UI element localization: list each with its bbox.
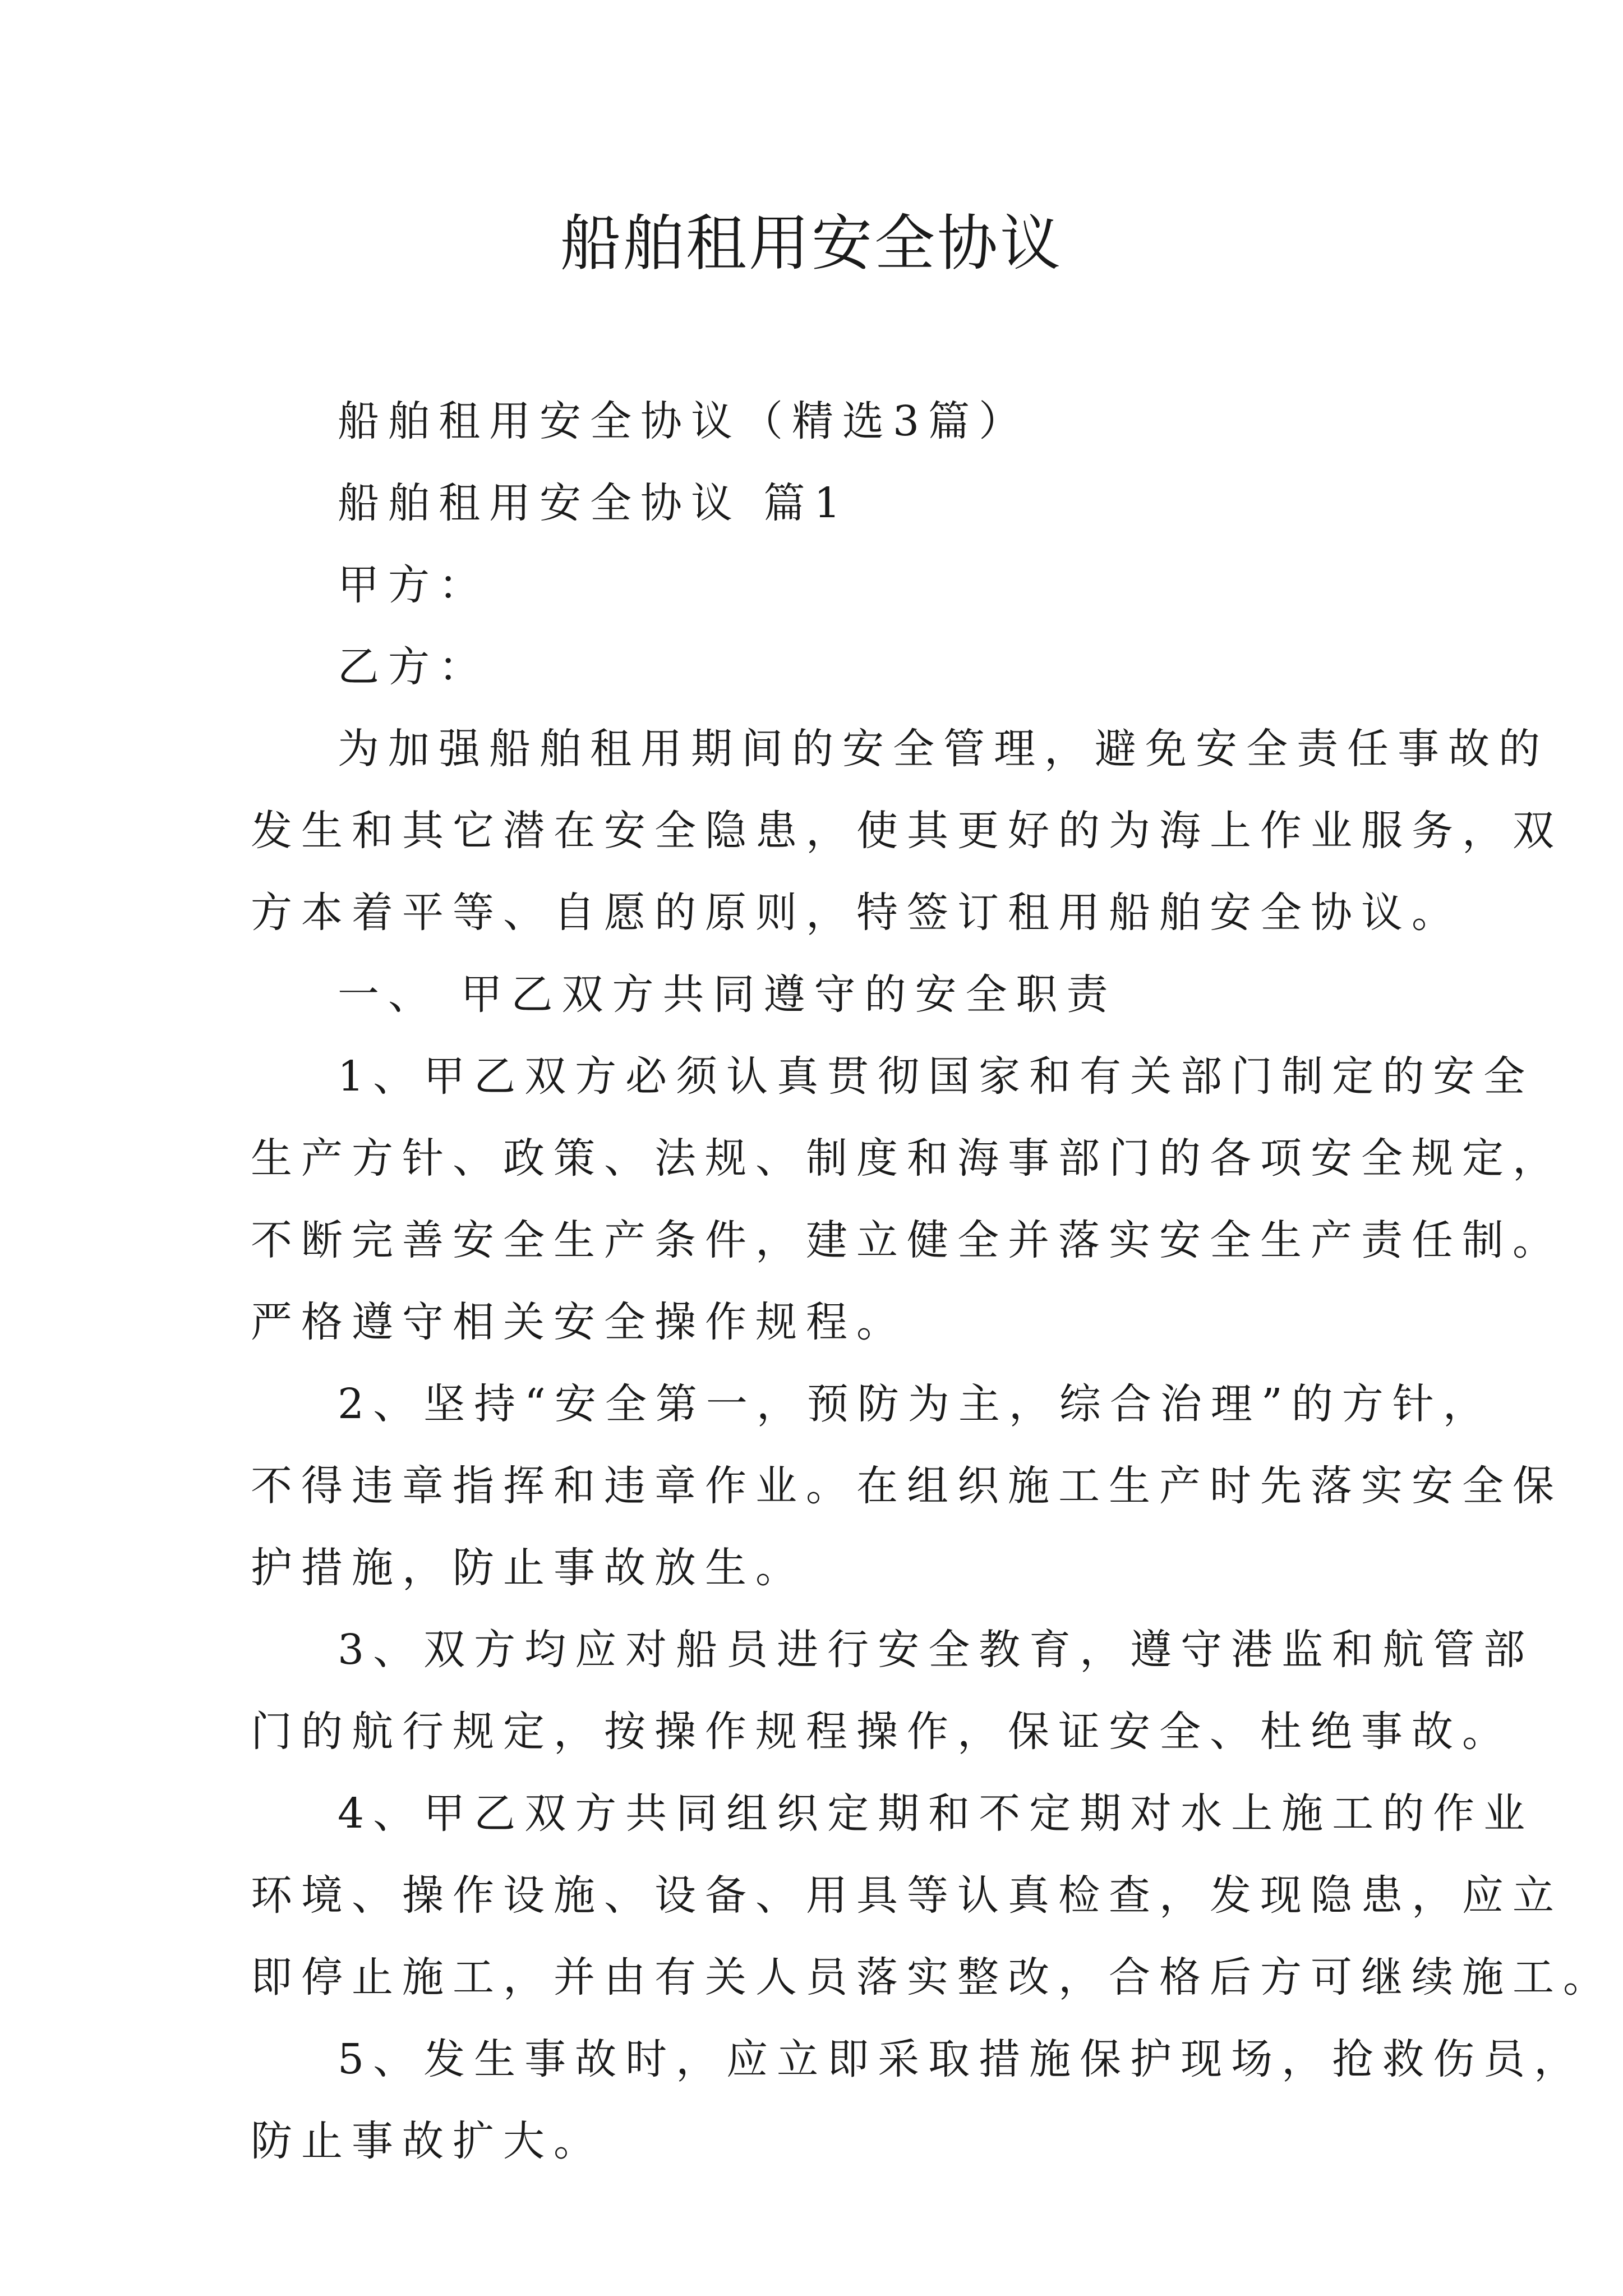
- party-b-line: 乙方：: [338, 643, 489, 691]
- subtitle-line: 船舶租用安全协议（精选3篇）: [338, 397, 1030, 445]
- document-title: 船舶租用安全协议: [560, 209, 1063, 279]
- party-a-line: 甲方：: [338, 561, 489, 609]
- paragraph-line: 为加强船舶租用期间的安全管理，避免安全责任事故的: [338, 725, 1549, 773]
- document-body: [251, 380, 1613, 2182]
- paragraph-line: 不断完善安全生产条件，建立健全并落实安全生产责任制。: [251, 1216, 1563, 1264]
- paragraph-line: 2、坚持“安全第一，预防为主，综合治理”的方针，: [338, 1380, 1493, 1428]
- section-heading: 船舶租用安全协议 篇1: [338, 479, 850, 527]
- paragraph-line: 5、发生事故时，应立即采取措施保护现场，抢救伤员，: [338, 2035, 1585, 2083]
- paragraph-line: 1、甲乙双方必须认真贯彻国家和有关部门制定的安全: [338, 1052, 1534, 1101]
- paragraph-line: 门的航行规定，按操作规程操作，保证安全、杜绝事故。: [251, 1708, 1513, 1756]
- paragraph-line: 方本着平等、自愿的原则，特签订租用船舶安全协议。: [251, 889, 1462, 937]
- paragraph-line: 即停止施工，并由有关人员落实整改，合格后方可继续施工。: [251, 1953, 1613, 2001]
- paragraph-line: 护措施，防止事故放生。: [251, 1544, 806, 1592]
- paragraph-line: 发生和其它潜在安全隐患，使其更好的为海上作业服务，双: [251, 807, 1563, 855]
- paragraph-line: 4、甲乙双方共同组织定期和不定期对水上施工的作业: [338, 1789, 1534, 1838]
- paragraph-line: 严格遵守相关安全操作规程。: [251, 1298, 907, 1346]
- paragraph-line: 生产方针、政策、法规、制度和海事部门的各项安全规定，: [251, 1134, 1563, 1182]
- paragraph-line: 防止事故扩大。: [251, 2117, 604, 2165]
- clause-heading: 一、 甲乙双方共同遵守的安全职责: [338, 970, 1117, 1019]
- paragraph-line: 3、双方均应对船员进行安全教育，遵守港监和航管部: [338, 1626, 1534, 1674]
- paragraph-line: 不得违章指挥和违章作业。在组织施工生产时先落实安全保: [251, 1462, 1563, 1510]
- paragraph-line: 环境、操作设施、设备、用具等认真检查，发现隐患，应立: [251, 1871, 1563, 1920]
